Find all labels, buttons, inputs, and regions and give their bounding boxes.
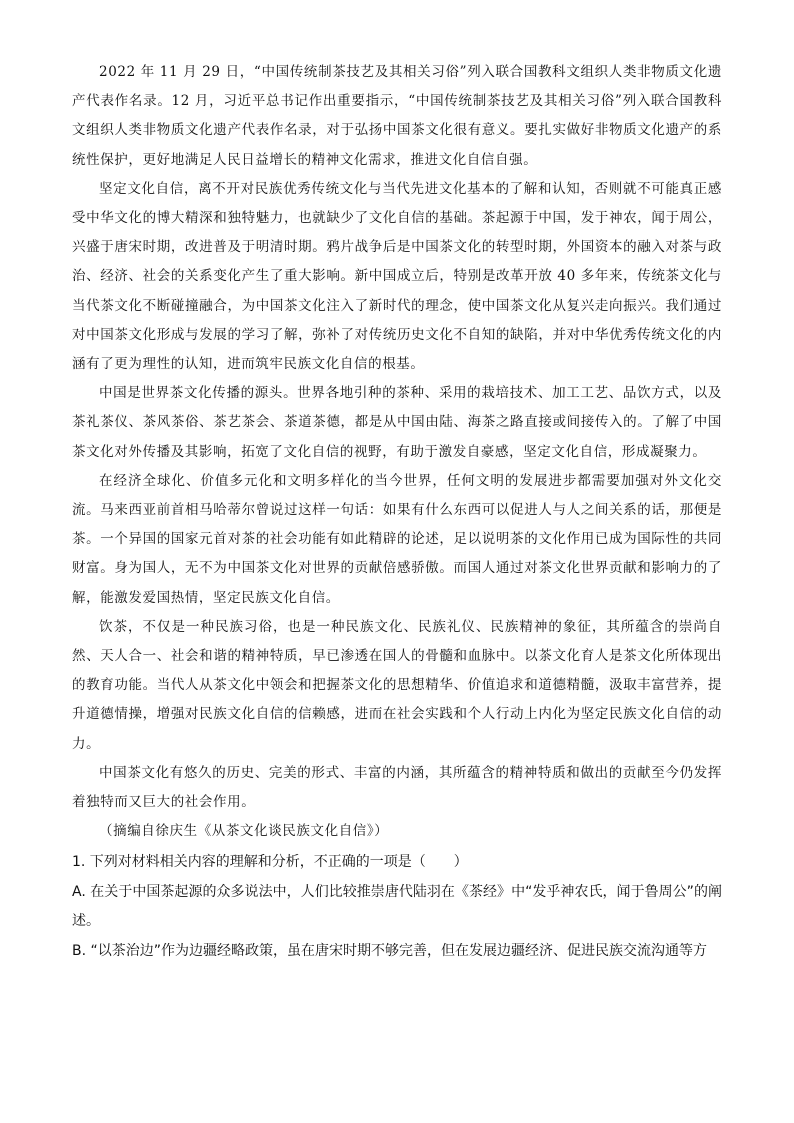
document-page	[72, 58, 722, 966]
option-b: B. “以茶治边”作为边疆经略政策，虽在唐宋时期不够完善，但在发展边疆经济、促进民族交流沟通等方	[72, 942, 708, 959]
question-1	[72, 848, 722, 966]
passage-paragraph-2: 坚定文化自信，离不开对民族优秀传统文化与当代先进文化基本的了解和认知，否则就不可能真正感受中华文化的博大精深和独特魅力，也就缺少了文化自信的基础。茶起源于中国，发于神农，闻于周公，兴盛于唐宋时期，改进普及于明清时期。鸦片战争后是中国茶文化的转型时期，外国资本的融入对茶与政治、经济、社会的关系变化产生了重大影响。新中国成立后，特别是改革开放 40 多年来，传统茶文化与当代茶文化不断碰撞融合，为中国茶文化注入了新时代的理念，使中国茶文化从复兴走向振兴。我们通过对中国茶文化形成与发展的学习了解，弥补了对传统历史文化不自知的缺陷，并对中华优秀传统文化的内涵有了更为理性的认知，进而筑牢民族文化自信的根基。	[72, 180, 722, 373]
passage-paragraph-5: 饮茶，不仅是一种民族习俗，也是一种民族文化、民族礼仪、民族精神的象征，其所蕴含的崇尚自然、天人合一、社会和谐的精神特质，早已渗透在国人的骨髓和血脉中。以茶文化育人是茶文化所体现出的教育功能。当代人从茶文化中领会和把握茶文化的思想精华、价值追求和道德精髓，汲取丰富营养，提升道德情操，增强对民族文化自信的信赖感，进而在社会实践和个人行动上内化为坚定民族文化自信的动力。	[72, 618, 722, 752]
passage-paragraph-4: 在经济全球化、价值多元化和文明多样化的当今世界，任何文明的发展进步都需要加强对外文化交流。马来西亚前首相马哈蒂尔曾说过这样一句话：如果有什么东西可以促进人与人之间关系的话，那便是茶。一个异国的国家元首对茶的社会功能有如此精辟的论述，足以说明茶的文化作用已成为国际性的共同财富。身为国人，无不为中国茶文化对世界的贡献倍感骄傲。而国人通过对茶文化世界贡献和影响力的了解，能激发爱国热情，坚定民族文化自信。	[72, 472, 722, 606]
passage-paragraph-6: 中国茶文化有悠久的历史、完美的形式、丰富的内涵，其所蕴含的精神特质和做出的贡献至今仍发挥着独特而又巨大的社会作用。	[72, 764, 722, 811]
passage-paragraph-3: 中国是世界茶文化传播的源头。世界各地引种的茶种、采用的栽培技术、加工工艺、品饮方式，以及茶礼茶仪、茶风茶俗、茶艺茶会、茶道茶德，都是从中国由陆、海茶之路直接或间接传入的。了解了中国茶文化对外传播及其影响，拓宽了文化自信的视野，有助于激发自豪感，坚定文化自信，形成凝聚力。	[72, 385, 722, 460]
passage-paragraph-1: 2022 年 11 月 29 日，“中国传统制茶技艺及其相关习俗”列入联合国教科文组织人类非物质文化遗产代表作名录。12 月，习近平总书记作出重要指示，“中国传统制茶技艺及其相关习俗”列入联合国教科文组织人类非物质文化遗产代表作名录，对于弘扬中国茶文化很有意义。要扎实做好非物质文化遗产的系统性保护，更好地满足人民日益增长的精神文化需求，推进文化自信自强。	[72, 64, 722, 168]
option-a: A. 在关于中国茶起源的众多说法中，人们比较推崇唐代陆羽在《茶经》中“发乎神农氏，闻于鲁周公”的阐述。	[72, 883, 722, 930]
reading-passage	[72, 58, 722, 846]
question-stem: 1. 下列对材料相关内容的理解和分析，不正确的一项是（ ）	[72, 854, 468, 871]
passage-source: （摘编自徐庆生《从茶文化谈民族文化自信》）	[99, 823, 389, 840]
